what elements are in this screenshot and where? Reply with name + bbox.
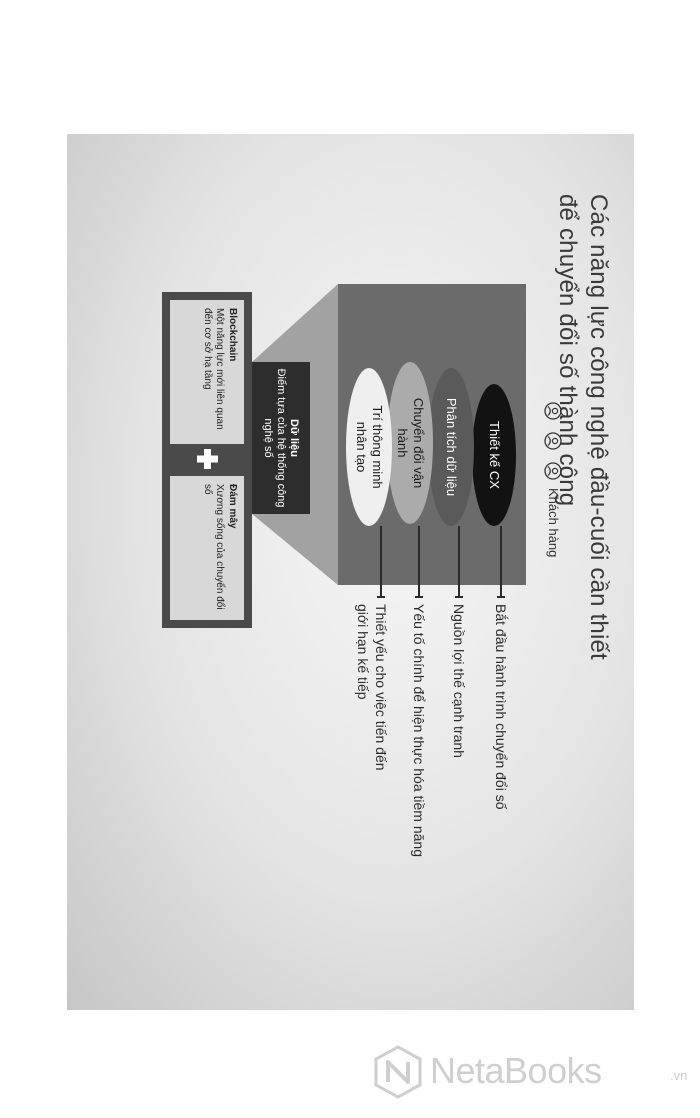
callout-text: giới hạn kế tiếp — [355, 604, 371, 700]
item-text: Xương sống của chuyển đổi số — [202, 484, 225, 610]
leader-line — [418, 526, 420, 596]
leader-tick — [455, 596, 463, 598]
callout-text: Bắt đầu hành trình chuyển đổi số — [493, 604, 509, 810]
title-line-2: để chuyển đổi số thành công — [554, 194, 581, 507]
leader-line — [500, 526, 502, 596]
data-subtitle: Điểm tựa của hệ thống công nghệ số — [262, 368, 288, 508]
person-icon — [544, 462, 562, 480]
capability-operations — [387, 362, 433, 524]
capability-label: Chuyển đổi vận hành — [395, 397, 426, 489]
person-icon — [544, 432, 562, 450]
capability-label: Phân tích dữ liệu — [444, 397, 459, 497]
diagram-slide — [67, 134, 634, 1010]
callout-text: Thiết yếu cho việc tiến đến — [373, 604, 389, 771]
data-foundation-label — [252, 362, 310, 514]
capabilities-box — [338, 284, 526, 585]
leader-tick — [377, 596, 385, 598]
capability-ai — [346, 368, 392, 526]
callout-text: Yếu tố chính để hiện thực hóa tiềm năng — [411, 604, 427, 857]
item-text: Một năng lực mới liên quan đến cơ sở hạ tầng — [202, 308, 225, 430]
data-title: Dữ liệu — [288, 419, 301, 457]
capability-data-analytics — [428, 368, 474, 526]
callout-text: Nguồn lợi thế cạnh tranh — [451, 604, 467, 758]
rotated-diagram-content — [67, 134, 634, 1010]
title-line-1: Các năng lực công nghệ đầu-cuối cần thiết — [585, 194, 612, 660]
capability-cx-design — [472, 384, 516, 526]
foundation-box — [162, 292, 252, 628]
capability-label: Trí thông minh nhân tạo — [354, 405, 385, 489]
customer-label: Khách hàng — [546, 488, 561, 558]
leader-line — [380, 526, 382, 596]
callout-ai — [354, 604, 390, 771]
plus-icon — [186, 447, 228, 471]
item-title: Đám mây — [227, 484, 238, 529]
callout-operations — [410, 604, 428, 857]
leader-line — [458, 526, 460, 596]
leader-tick — [497, 596, 505, 598]
netabooks-watermark — [372, 1044, 690, 1100]
capability-label: Thiết kế CX — [487, 421, 502, 489]
watermark-brand: NetaBooks — [430, 1050, 602, 1091]
leader-tick — [415, 596, 423, 598]
item-title: Blockchain — [227, 308, 238, 362]
person-icon — [544, 402, 562, 420]
netabooks-logo-icon — [372, 1044, 424, 1100]
foundation-item-blockchain — [170, 300, 244, 444]
callout-cx — [492, 604, 510, 809]
watermark-suffix: .vn — [670, 1068, 688, 1083]
foundation-item-cloud — [170, 476, 244, 620]
callout-analytics — [450, 604, 468, 758]
